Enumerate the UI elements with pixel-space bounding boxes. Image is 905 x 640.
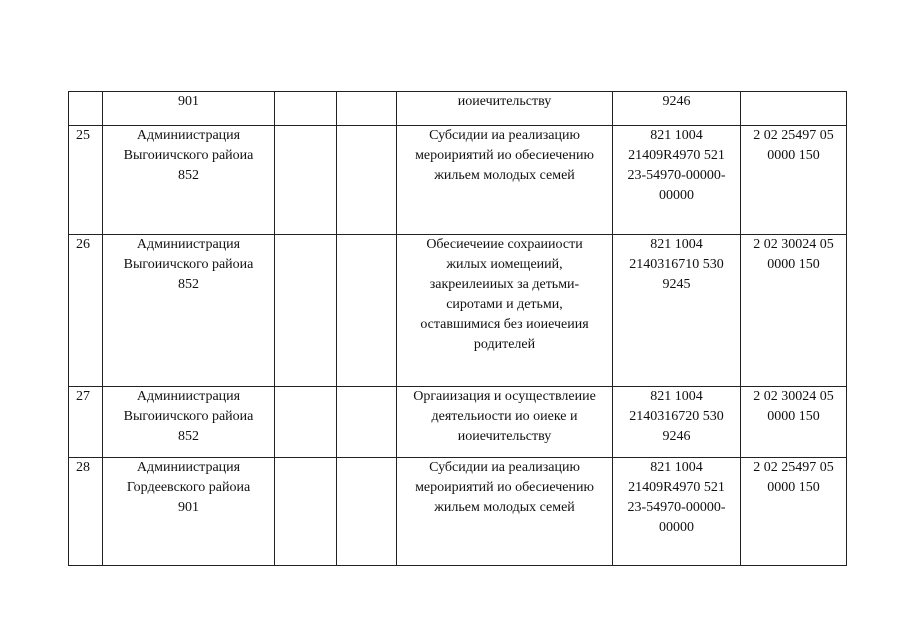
cell-text-line: сиротами и детьми, xyxy=(446,297,563,312)
cell-text-line: 2 02 30024 05 xyxy=(753,389,834,404)
row-number-cell: 26 xyxy=(69,235,103,387)
cell-text-line: 9246 xyxy=(662,429,691,444)
cell-text-line: 23-54970-00000- xyxy=(627,500,726,515)
recipient-cell xyxy=(103,458,275,566)
empty-cell xyxy=(337,235,397,387)
cell-text-line: 0000 150 xyxy=(767,409,820,424)
cell-text-line: мероириятий ио обесиечению xyxy=(415,148,594,163)
cell-text-line: 821 1004 xyxy=(650,237,703,252)
row-number-cell: 28 xyxy=(69,458,103,566)
revenue-code-cell xyxy=(741,387,847,458)
cell-text-line: Выгоиичского райоиа xyxy=(123,257,254,272)
table-row xyxy=(69,458,847,566)
cell-text-line: 821 1004 xyxy=(650,460,703,475)
cell-text-line: 00000 xyxy=(659,520,694,535)
cell-text-line: Гордеевского райоиа xyxy=(126,480,251,495)
cell-text-line: 852 xyxy=(178,168,199,183)
purpose-cell xyxy=(397,387,613,458)
cell-text-line: 21409R4970 521 xyxy=(628,148,725,163)
cell-text-line: 901 xyxy=(178,500,199,515)
empty-cell xyxy=(275,458,337,566)
cell-text-line: жилых иомещеиий, xyxy=(446,257,563,272)
subsidy-table xyxy=(68,91,847,566)
row-number-cell: 25 xyxy=(69,126,103,235)
cell-text-line: Оргаиизация и осуществлеиие xyxy=(413,389,596,404)
row-number-cell: 27 xyxy=(69,387,103,458)
table-row xyxy=(69,387,847,458)
budget-code-cell xyxy=(613,235,741,387)
revenue-code-cell xyxy=(741,235,847,387)
cell-text-line: мероириятий ио обесиечению xyxy=(415,480,594,495)
cell-text-line: иоиечительству xyxy=(457,429,552,444)
cell-text-line: 821 1004 xyxy=(650,128,703,143)
cell-text-line: закреилеииых за детьми- xyxy=(429,277,580,292)
cell-text-line: 0000 150 xyxy=(767,148,820,163)
purpose-cell xyxy=(397,126,613,235)
table-body xyxy=(69,92,847,566)
cell-text-line: Админиистрация xyxy=(136,128,241,143)
cell-text-line: 0000 150 xyxy=(767,480,820,495)
cell-text-line: родителей xyxy=(473,337,536,352)
cell-text-line: жильем молодых семей xyxy=(434,168,575,183)
cell-text-line: 2140316710 530 xyxy=(629,257,724,272)
cell-text-line: Выгоиичского райоиа xyxy=(123,148,254,163)
cell-text-line: Выгоиичского райоиа xyxy=(123,409,254,424)
cell-text-line: Субсидии иа реализацию xyxy=(429,460,580,475)
cell-text-line: 9246 xyxy=(662,94,691,109)
empty-cell xyxy=(337,458,397,566)
cell-text-line: 2140316720 530 xyxy=(629,409,724,424)
empty-cell xyxy=(337,387,397,458)
budget-code-cell xyxy=(613,126,741,235)
cell-text-line: Субсидии иа реализацию xyxy=(429,128,580,143)
budget-code-cell xyxy=(613,92,741,126)
cell-text-line: 852 xyxy=(178,277,199,292)
row-number-cell xyxy=(69,92,103,126)
revenue-code-cell xyxy=(741,126,847,235)
cell-text-line: Админиистрация xyxy=(136,237,241,252)
table-row xyxy=(69,126,847,235)
recipient-cell xyxy=(103,126,275,235)
cell-text-line: 23-54970-00000- xyxy=(627,168,726,183)
budget-code-cell xyxy=(613,458,741,566)
cell-text-line: 2 02 30024 05 xyxy=(753,237,834,252)
cell-text-line: 0000 150 xyxy=(767,257,820,272)
cell-text-line: 821 1004 xyxy=(650,389,703,404)
cell-text-line: Админиистрация xyxy=(136,460,241,475)
purpose-cell xyxy=(397,92,613,126)
empty-cell xyxy=(275,387,337,458)
recipient-cell xyxy=(103,387,275,458)
empty-cell xyxy=(337,126,397,235)
table-row xyxy=(69,92,847,126)
purpose-cell xyxy=(397,235,613,387)
empty-cell xyxy=(275,235,337,387)
cell-text-line: 9245 xyxy=(662,277,691,292)
cell-text-line: 901 xyxy=(178,94,199,109)
cell-text-line: иоиечительству xyxy=(457,94,552,109)
recipient-cell xyxy=(103,235,275,387)
revenue-code-cell xyxy=(741,92,847,126)
cell-text-line: деятельиости ио оиеке и xyxy=(431,409,578,424)
cell-text-line: 2 02 25497 05 xyxy=(753,128,834,143)
cell-text-line: 852 xyxy=(178,429,199,444)
purpose-cell xyxy=(397,458,613,566)
cell-text-line: Админиистрация xyxy=(136,389,241,404)
cell-text-line: 21409R4970 521 xyxy=(628,480,725,495)
cell-text-line: жильем молодых семей xyxy=(434,500,575,515)
cell-text-line: 2 02 25497 05 xyxy=(753,460,834,475)
empty-cell xyxy=(275,126,337,235)
empty-cell xyxy=(337,92,397,126)
cell-text-line: оставшимися без иоиечеиия xyxy=(420,317,589,332)
cell-text-line: Обесиечеиие сохраииости xyxy=(426,237,583,252)
empty-cell xyxy=(275,92,337,126)
budget-code-cell xyxy=(613,387,741,458)
recipient-cell xyxy=(103,92,275,126)
revenue-code-cell xyxy=(741,458,847,566)
cell-text-line: 00000 xyxy=(659,188,694,203)
table-row xyxy=(69,235,847,387)
